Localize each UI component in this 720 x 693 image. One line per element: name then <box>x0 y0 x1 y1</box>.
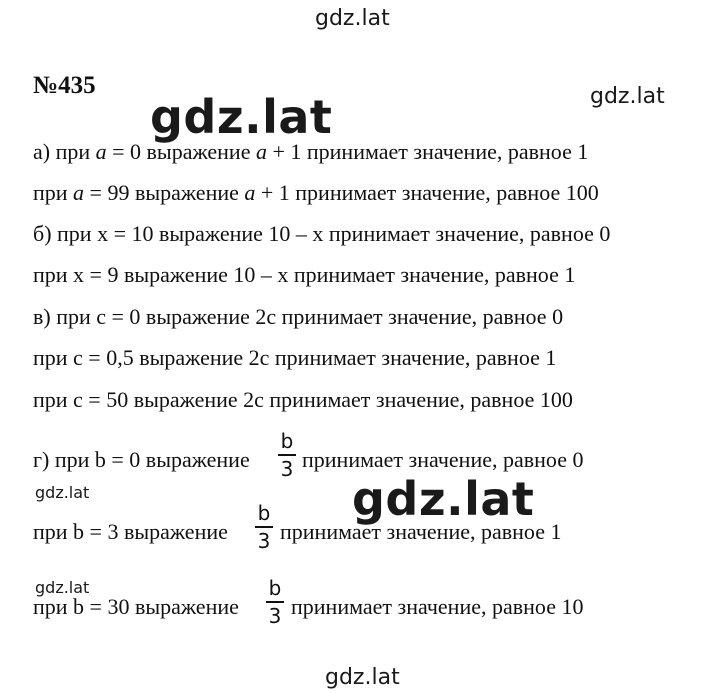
answer-line-v2: при c = 0,5 выражение 2c принимает значение, равное 1 <box>33 345 557 370</box>
variable: a <box>95 139 107 164</box>
answer-line-g3-start: при b = 30 выражение <box>33 594 239 619</box>
fraction-b-over-3 <box>276 430 298 480</box>
answer-line-v1: в) при c = 0 выражение 2c принимает значение, равное 0 <box>33 304 564 329</box>
text: а) при <box>33 139 96 164</box>
task-number: №435 <box>33 72 96 99</box>
watermark-big-upper: gdz.lat <box>150 90 333 144</box>
fraction-denominator: 3 <box>268 604 282 628</box>
fraction-numerator: b <box>257 501 271 525</box>
fraction-numerator: b <box>280 429 294 453</box>
fraction-denominator: 3 <box>257 529 271 553</box>
text: + 1 принимает значение, равное 100 <box>255 180 599 205</box>
watermark-left-1: gdz.lat <box>35 483 90 502</box>
answer-line-g3-end: принимает значение, равное 10 <box>291 594 584 619</box>
answer-line-g2-start: при b = 3 выражение <box>33 519 228 544</box>
text: при <box>33 180 74 205</box>
fraction-bar <box>255 526 273 528</box>
answer-line-a2 <box>33 180 599 206</box>
fraction-numerator: b <box>268 576 282 600</box>
fraction-denominator: 3 <box>280 457 294 481</box>
answer-line-b2: при x = 9 выражение 10 – x принимает значение, равное 1 <box>33 262 576 287</box>
watermark-bottom: gdz.lat <box>325 665 400 690</box>
fraction-b-over-3 <box>253 502 275 552</box>
text: = 99 выражение <box>84 180 245 205</box>
watermark-big-lower: gdz.lat <box>352 472 535 526</box>
fraction-bar <box>278 454 296 456</box>
answer-line-b1: б) при x = 10 выражение 10 – x принимает значение, равное 0 <box>33 221 611 246</box>
answer-line-a1 <box>33 139 588 165</box>
watermark-right: gdz.lat <box>590 84 665 109</box>
answer-line-g1-start: г) при b = 0 выражение <box>33 447 250 472</box>
answer-line-g2-end: принимает значение, равное 1 <box>280 519 562 544</box>
answer-line-g1-end: принимает значение, равное 0 <box>302 447 584 472</box>
watermark-top: gdz.lat <box>315 6 390 31</box>
fraction-bar <box>266 601 284 603</box>
fraction-b-over-3 <box>264 577 286 627</box>
watermark-left-2: gdz.lat <box>35 578 90 597</box>
variable: a <box>244 180 256 205</box>
variable: a <box>73 180 85 205</box>
answer-line-v3: при c = 50 выражение 2c принимает значение, равное 100 <box>33 387 573 412</box>
variable: a <box>255 139 267 164</box>
text: + 1 принимает значение, равное 1 <box>266 139 589 164</box>
text: = 0 выражение <box>106 139 256 164</box>
